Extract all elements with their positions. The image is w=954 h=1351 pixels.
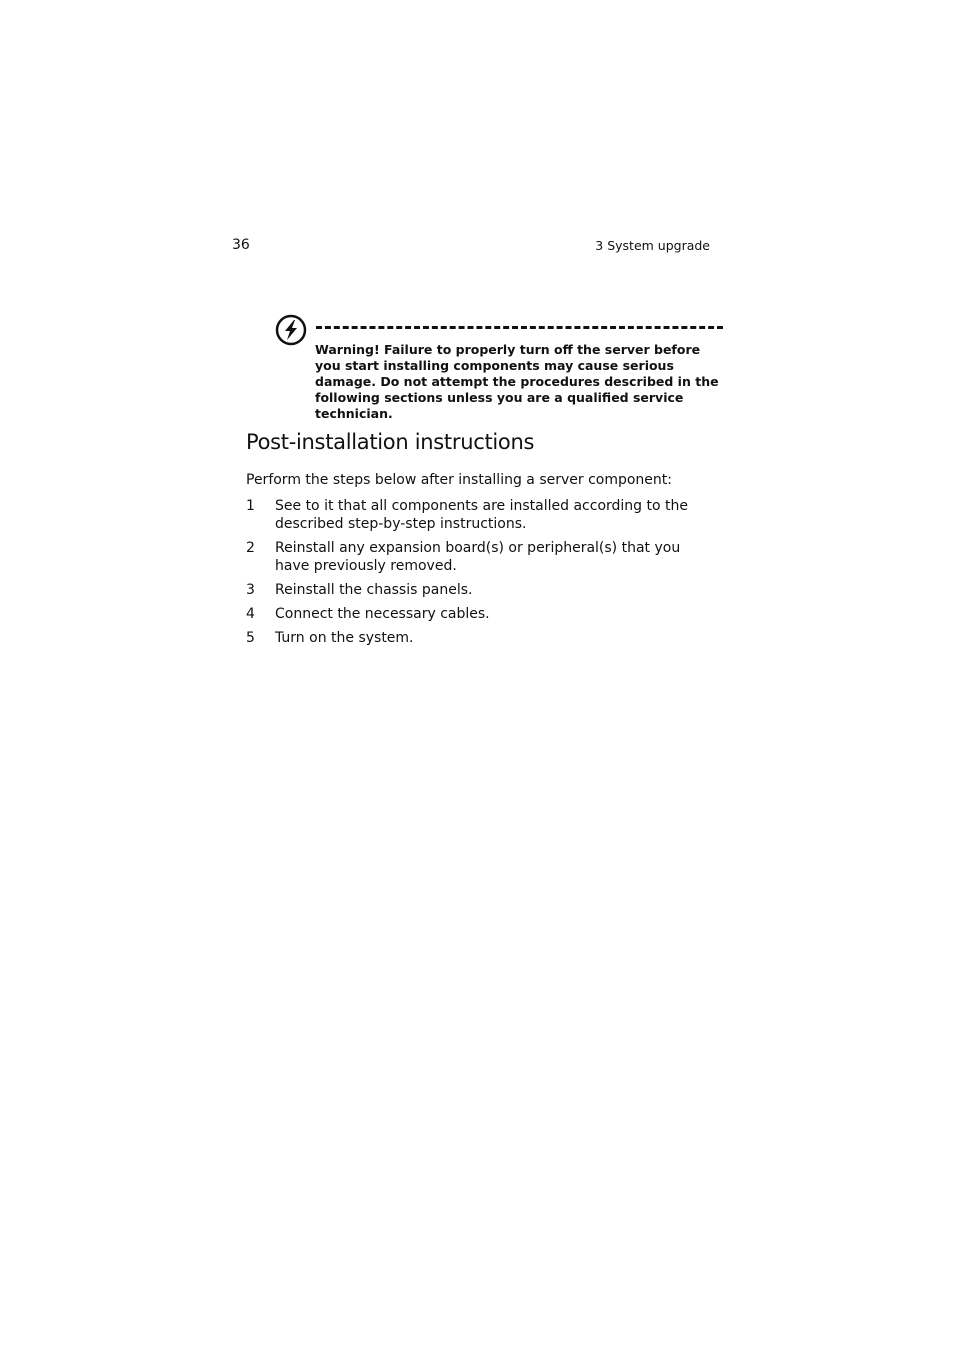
running-header: 3 System upgrade xyxy=(595,238,710,253)
step-text: See to it that all components are installed according to the described step-by-step instructions. xyxy=(275,498,688,532)
step-text: Connect the necessary cables. xyxy=(275,606,490,622)
warning-text: Warning! Failure to properly turn off the server before you start installing components may cause serious damage. Do not attempt the procedures described in the following sections unless you are a qualified service technician. xyxy=(315,342,719,421)
step-number: 5 xyxy=(246,630,255,646)
list-item xyxy=(246,497,716,533)
step-text: Reinstall any expansion board(s) or peripheral(s) that you have previously removed. xyxy=(275,540,681,574)
list-item xyxy=(246,605,716,623)
step-number: 3 xyxy=(246,582,255,598)
list-item xyxy=(246,629,716,647)
section-intro: Perform the steps below after installing a server component: xyxy=(246,472,673,488)
step-text: Reinstall the chassis panels. xyxy=(275,582,473,598)
steps-list xyxy=(246,497,716,653)
page-number: 36 xyxy=(232,237,250,253)
step-number: 2 xyxy=(246,540,255,556)
step-text: Turn on the system. xyxy=(275,630,414,646)
list-item xyxy=(246,539,716,575)
step-number: 1 xyxy=(246,498,255,514)
section-heading: Post-installation instructions xyxy=(246,430,535,454)
step-number: 4 xyxy=(246,606,255,622)
warning-lightning-icon xyxy=(275,314,307,346)
list-item xyxy=(246,581,716,599)
warning-divider xyxy=(316,326,723,329)
